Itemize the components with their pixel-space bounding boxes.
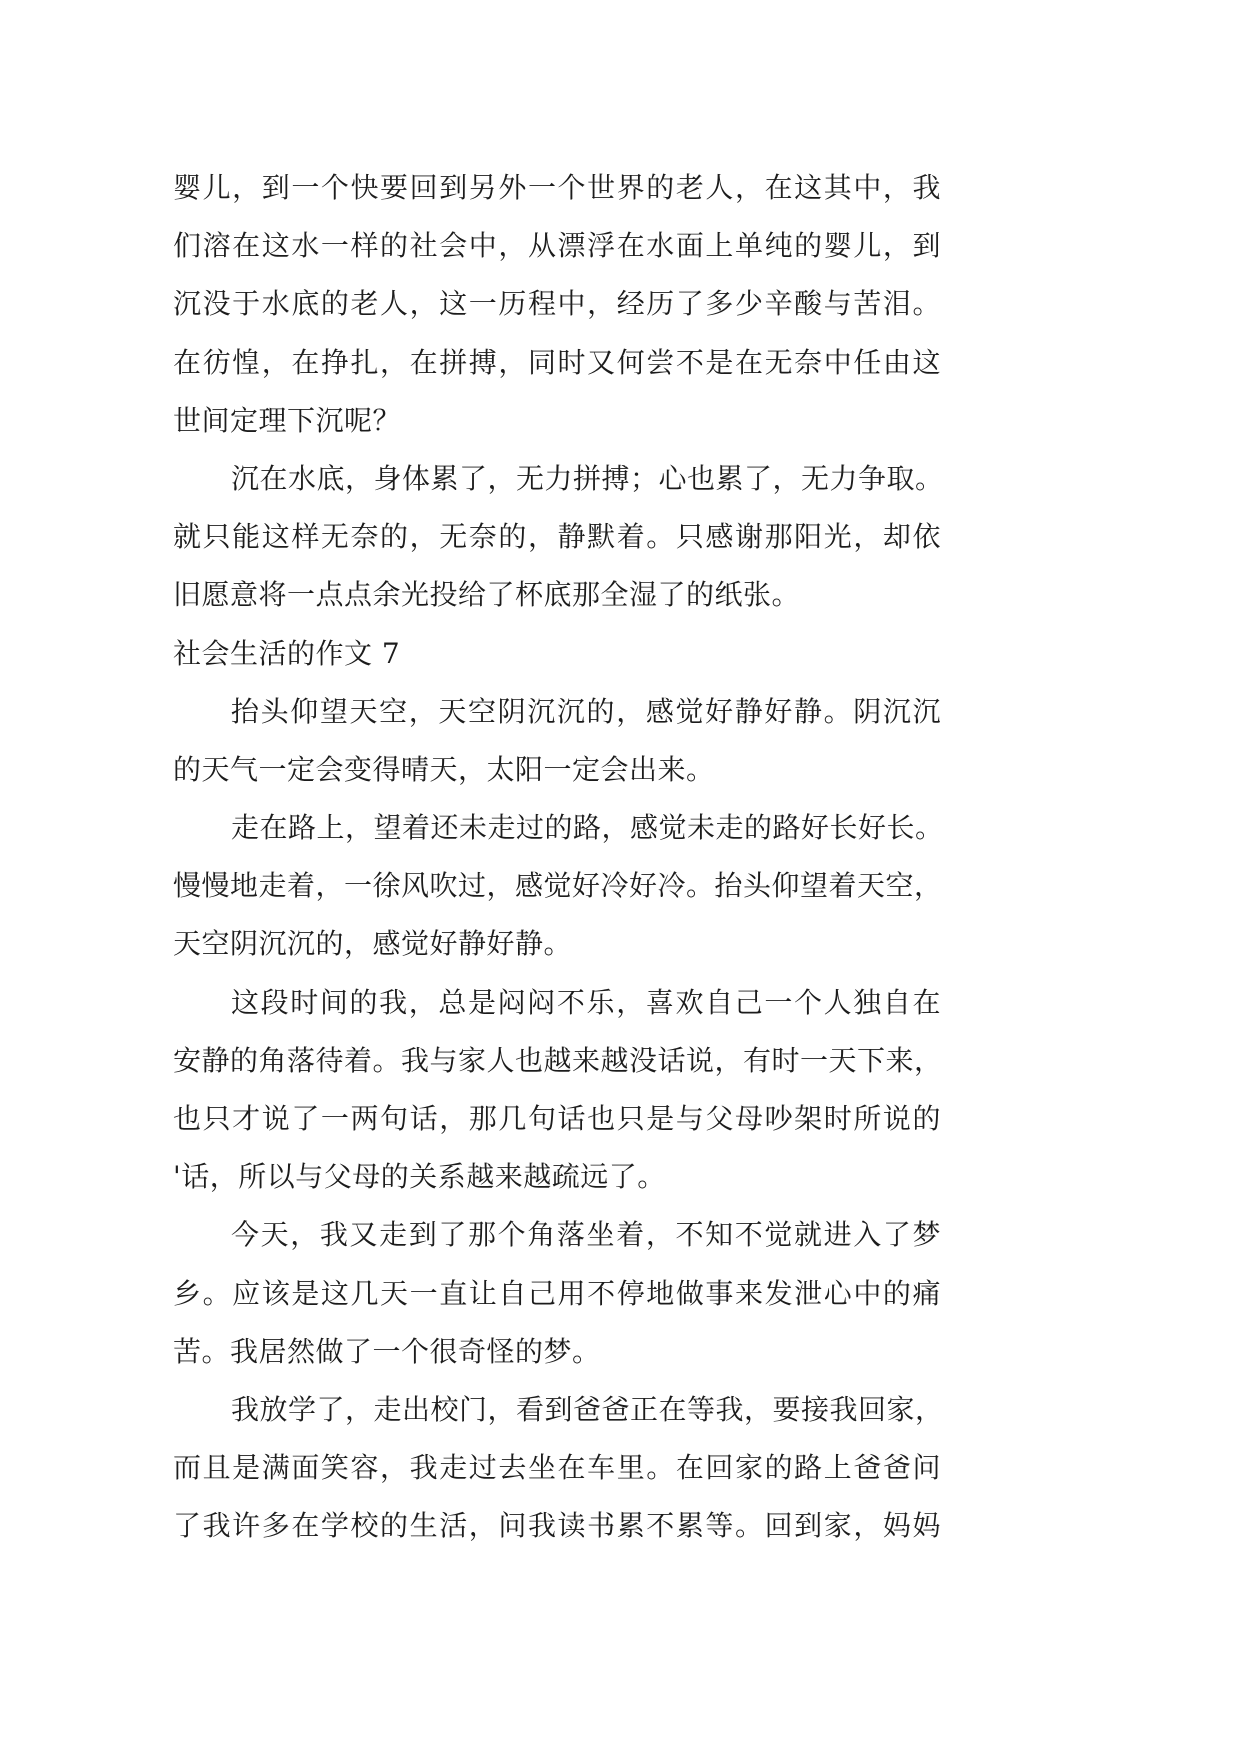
text-line: 旧愿意将一点点余光投给了杯底那全湿了的纸张。: [173, 578, 801, 612]
text-line: 抬头仰望天空，天空阴沉沉的，感觉好静好静。阴沉沉: [231, 694, 941, 728]
text-line: 也只才说了一两句话，那几句话也只是与父母吵架时所说的: [173, 1102, 941, 1135]
text-line: 的天气一定会变得晴天，太阳一定会出来。: [173, 752, 715, 786]
paragraph: [173, 683, 941, 799]
text-line: 就只能这样无奈的，无奈的，静默着。只感谢那阳光，却依: [173, 520, 941, 554]
text-line: 世间定理下沉呢？: [173, 403, 402, 437]
paragraph: [173, 450, 944, 625]
document-body: [173, 159, 944, 1556]
text-line: 苦。我居然做了一个很奇怪的梦。: [173, 1334, 601, 1368]
text-line: 走在路上，望着还未走过的路，感觉未走的路好长好长。: [231, 811, 944, 845]
paragraph: [173, 1381, 944, 1556]
text-line: 沉没于水底的老人，这一历程中，经历了多少辛酸与苦泪。: [173, 287, 941, 321]
text-line: 今天，我又走到了那个角落坐着，不知不觉就进入了梦: [231, 1218, 941, 1252]
text-line: 而且是满面笑容，我走过去坐在车里。在回家的路上爸爸问: [173, 1451, 941, 1485]
text-line: 了我许多在学校的生活，问我读书累不累等。回到家，妈妈: [173, 1509, 941, 1543]
text-line: 慢慢地走着，一徐风吹过，感觉好冷好冷。抬头仰望着天空，: [173, 869, 943, 903]
text-line: 这段时间的我，总是闷闷不乐，喜欢自己一个人独自在: [231, 985, 941, 1019]
text-line: '话，所以与父母的关系越来越疏远了。: [173, 1160, 666, 1194]
text-line: 安静的角落待着。我与家人也越来越没话说，有时一天下来，: [173, 1043, 943, 1077]
section-heading: 社会生活的作文 7: [173, 636, 401, 670]
text-line: 在彷惶，在挣扎，在拼搏，同时又何尝不是在无奈中任由这: [173, 345, 941, 379]
paragraph: [173, 974, 941, 1207]
text-line: 天空阴沉沉的，感觉好静好静。: [173, 927, 573, 961]
text-line: 沉在水底，身体累了，无力拼搏；心也累了，无力争取。: [231, 461, 944, 495]
paragraph: [173, 1206, 941, 1381]
text-line: 们溶在这水一样的社会中，从漂浮在水面上单纯的婴儿，到: [173, 229, 941, 263]
text-line: 婴儿，到一个快要回到另外一个世界的老人，在这其中，我: [173, 171, 941, 204]
paragraph: [173, 799, 944, 974]
text-line: 我放学了，走出校门，看到爸爸正在等我，要接我回家，: [231, 1392, 944, 1426]
text-line: 乡。应该是这几天一直让自己用不停地做事来发泄心中的痛: [173, 1276, 941, 1310]
paragraph: [173, 159, 941, 450]
